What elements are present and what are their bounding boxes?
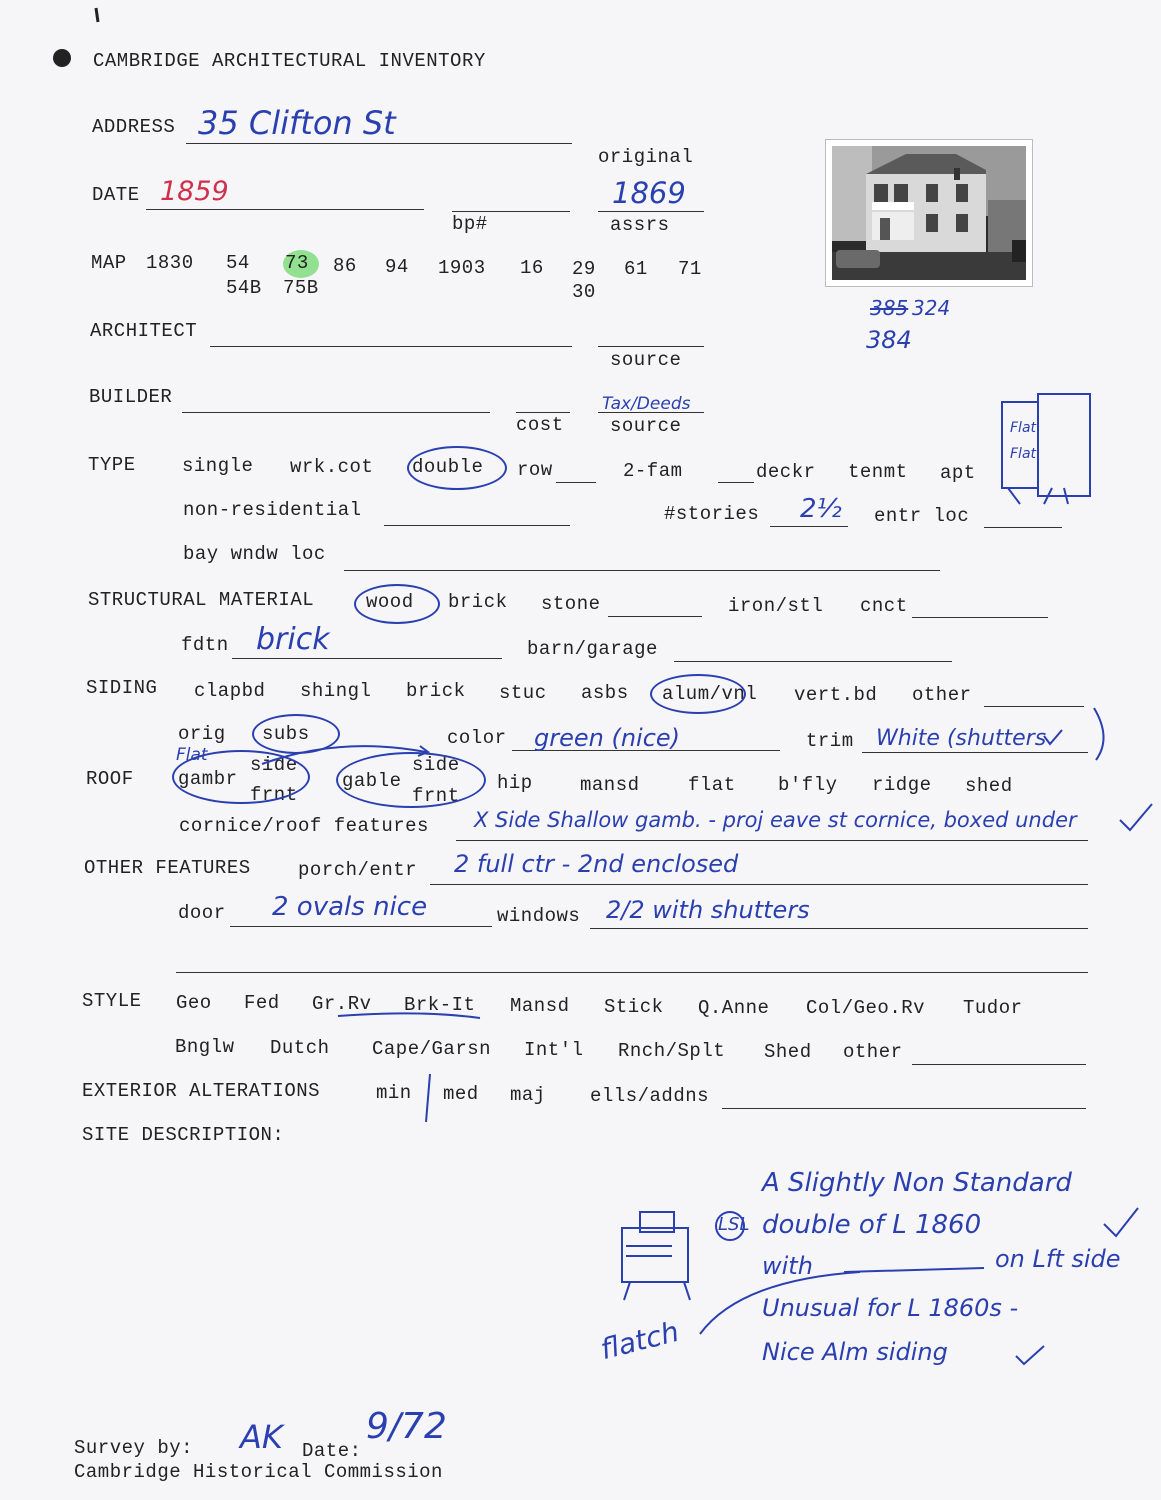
style-option: Geo (176, 992, 212, 1014)
windows-label: windows (497, 905, 581, 927)
surveyor-value: AK (240, 1418, 283, 1456)
roof-label: ROOF (86, 768, 134, 790)
style-option: Brk-It (404, 994, 476, 1016)
map-year: 54 (226, 252, 250, 274)
style-option: Shed (764, 1041, 812, 1063)
builder-source-label: source (610, 415, 682, 437)
type-option-wrkcot: wrk.cot (290, 456, 374, 478)
photo-number-alt: 384 (866, 326, 912, 354)
type-option-2fam: 2-fam (623, 460, 683, 482)
date-label: DATE (92, 184, 140, 206)
site-line: double of L 1860 (762, 1210, 982, 1240)
roof-option-shed: shed (965, 775, 1013, 797)
original-date-value: 1869 (612, 176, 686, 210)
stories-label: #stories (664, 503, 760, 525)
style-option: Tudor (963, 997, 1023, 1019)
roof-option-hip: hip (497, 772, 533, 794)
type-option-tenmt: tenmt (848, 461, 908, 483)
style-option: Bnglw (175, 1036, 235, 1058)
form-title: CAMBRIDGE ARCHITECTURAL INVENTORY (93, 50, 486, 72)
builder-label: BUILDER (89, 386, 173, 408)
style-option: Dutch (270, 1037, 330, 1059)
photo-number: 324 (912, 296, 951, 320)
trim-value: White (shutters (876, 726, 1047, 751)
porch-value: 2 full ctr - 2nd enclosed (454, 850, 739, 878)
type-option-double: double (412, 456, 484, 478)
roof-option-gable: gable (342, 770, 402, 792)
assrs-label: assrs (610, 214, 670, 236)
roof-gambr-frnt: frnt (250, 784, 298, 806)
ext-alt-min: min (376, 1082, 412, 1104)
date2-label: Date: (302, 1440, 362, 1462)
siding-option-brick: brick (406, 680, 466, 702)
siding-option-clapbd: clapbd (194, 680, 266, 702)
type-label: TYPE (88, 454, 136, 476)
style-option: Int'l (524, 1039, 584, 1061)
plan-label: LSL (718, 1214, 750, 1235)
color-label: color (447, 727, 507, 749)
siding-option-asbs: asbs (581, 682, 629, 704)
site-line: on Lft side (995, 1245, 1121, 1273)
date-value: 1859 (160, 176, 229, 207)
orig-label: orig (178, 723, 226, 745)
windows-value: 2/2 with shutters (606, 896, 810, 924)
siding-option-vertbd: vert.bd (794, 684, 878, 706)
bp-label: bp# (452, 213, 488, 235)
map-year: 29 (572, 258, 596, 280)
fdtn-label: fdtn (181, 634, 229, 656)
type-option-single: single (182, 455, 254, 477)
ext-alt-maj: maj (510, 1084, 546, 1106)
structural-label: STRUCTURAL MATERIAL (88, 589, 315, 611)
other-features-label: OTHER FEATURES (84, 857, 251, 879)
site-line: with (762, 1252, 813, 1280)
style-option: Fed (244, 992, 280, 1014)
subs-label: subs (262, 723, 310, 745)
nonres-label: non-residential (183, 499, 362, 521)
style-option: Q.Anne (698, 997, 770, 1019)
style-option: Col/Geo.Rv (806, 997, 926, 1019)
ext-alt-med: med (443, 1083, 479, 1105)
survey-label: Survey by: (74, 1437, 194, 1459)
architect-source-label: source (610, 349, 682, 371)
roof-flat-note: Flat (176, 745, 208, 765)
map-year: 73 (285, 252, 309, 274)
barn-label: barn/garage (527, 638, 658, 660)
color-value: green (nice) (534, 724, 681, 752)
map-year: 71 (678, 258, 702, 280)
type-option-apt: apt (940, 462, 976, 484)
style-option: Rnch/Splt (618, 1040, 726, 1062)
site-label: SITE DESCRIPTION: (82, 1124, 285, 1146)
structural-option-cnct: cnct (860, 595, 908, 617)
site-line: A Slightly Non Standard (762, 1168, 1072, 1198)
ext-alt-label: EXTERIOR ALTERATIONS (82, 1080, 321, 1102)
style-option: Gr.Rv (312, 993, 372, 1015)
entr-loc-label: entr loc (874, 505, 970, 527)
door-value: 2 ovals nice (272, 892, 428, 922)
trim-label: trim (806, 730, 854, 752)
roof-option-gambr: gambr (178, 768, 238, 790)
roof-gable-frnt: frnt (412, 785, 460, 807)
siding-option-other: other (912, 684, 972, 706)
structural-option-stone: stone (541, 593, 601, 615)
siding-option-alumvnl: alum/vnl (662, 683, 758, 705)
roof-option-bfly: b'fly (778, 774, 838, 796)
plan-mark: Flat (1010, 446, 1037, 462)
map-year: 54B (226, 277, 262, 299)
map-year: 75B (283, 277, 319, 299)
type-option-row: row (517, 459, 553, 481)
bay-label: bay wndw loc (183, 543, 326, 565)
roof-option-flat: flat (688, 774, 736, 796)
map-label: MAP (91, 252, 127, 274)
flat-note: flatch (597, 1314, 683, 1367)
address-label: ADDRESS (92, 116, 176, 138)
structural-option-brick: brick (448, 591, 508, 613)
address-value: 35 Clifton St (198, 104, 396, 142)
siding-option-stuc: stuc (499, 682, 547, 704)
builder-source-value: Tax/Deeds (602, 394, 691, 414)
roof-option-ridge: ridge (872, 774, 932, 796)
map-year: 86 (333, 255, 357, 277)
style-option: Cape/Garsn (372, 1038, 492, 1060)
site-line: Nice Alm siding (762, 1338, 948, 1366)
porch-label: porch/entr (298, 859, 418, 881)
roof-option-mansd: mansd (580, 774, 640, 796)
plan-mark: Flat (1010, 420, 1037, 436)
cornice-label: cornice/roof features (179, 815, 429, 837)
ells-label: ells/addns (590, 1085, 710, 1107)
fdtn-value: brick (256, 622, 330, 657)
survey-date-value: 9/72 (366, 1406, 447, 1447)
original-label: original (598, 146, 694, 168)
map-year: 1903 (438, 257, 486, 279)
cost-label: cost (516, 414, 564, 436)
style-option: Stick (604, 996, 664, 1018)
structural-option-wood: wood (366, 591, 414, 613)
map-year: 94 (385, 256, 409, 278)
style-option: other (843, 1041, 903, 1063)
stories-value: 2½ (800, 494, 842, 524)
roof-gambr-side: side (250, 754, 298, 776)
type-option-deckr: deckr (756, 461, 816, 483)
roof-gable-side: side (412, 754, 460, 776)
commission-label: Cambridge Historical Commission (74, 1461, 443, 1483)
photo-number-struck: 385 (870, 296, 909, 320)
map-year: 1830 (146, 252, 194, 274)
style-option: Mansd (510, 995, 570, 1017)
siding-label: SIDING (86, 677, 158, 699)
style-label: STYLE (82, 990, 142, 1012)
map-year: 30 (572, 281, 596, 303)
siding-option-shingl: shingl (300, 680, 372, 702)
architect-label: ARCHITECT (90, 320, 198, 342)
door-label: door (178, 902, 226, 924)
cornice-value: X Side Shallow gamb. - proj eave st cornice, boxed under (474, 808, 1077, 832)
site-line: Unusual for L 1860s - (762, 1294, 1019, 1322)
map-year: 61 (624, 258, 648, 280)
structural-option-ironstl: iron/stl (728, 595, 824, 617)
map-year: 16 (520, 257, 544, 279)
